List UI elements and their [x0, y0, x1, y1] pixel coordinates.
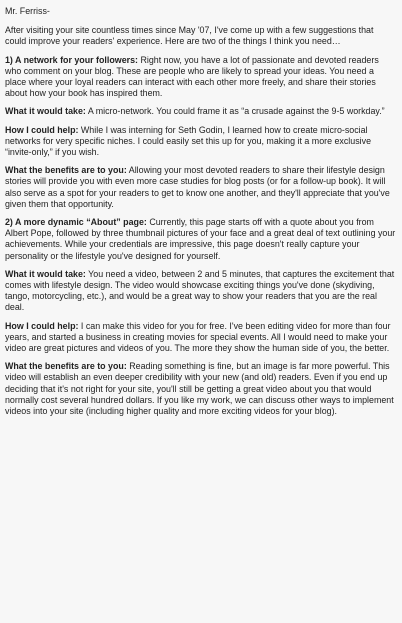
paragraph-text: After visiting your site countless times since May '07, I've come up with a few suggestions that could improve your readers' experience. Here are two of the things I think you need…	[5, 25, 374, 47]
paragraph-about-what-it-would-take	[5, 269, 397, 314]
paragraph-network-how-i-could-help	[5, 125, 397, 159]
paragraph-lead: What the benefits are to you:	[5, 361, 127, 372]
paragraph-lead: How I could help:	[5, 124, 79, 135]
paragraph-lead: 1) A network for your followers:	[5, 54, 138, 65]
paragraph-lead: 2) A more dynamic “About” page:	[5, 217, 147, 228]
paragraph-text: While I was interning for Seth Godin, I learned how to create micro-social networks for very specific niches. I could easily set this up for you, making it a more exclusive “invite-only,” if you wish.	[5, 124, 371, 158]
paragraph-network-for-followers	[5, 55, 397, 100]
paragraph-text: Allowing your most devoted readers to share their lifestyle design stories will provide you with even more case studies for blog posts (or for a follow-up book). It will also serve as a spot for your readers to get to know one another, and they'll appreciate that you've given them that opportunity.	[5, 165, 390, 209]
paragraph-text: Reading something is fine, but an image is far more powerful. This video will establish an even deeper credibility with your new (and old) readers. Even if you end up deciding that it's not right for your site, you'll still be getting a great video about you that would normally cost several hundred dollars. If you like my work, we can discuss other ways to implement videos into your site (including higher quality and more exciting videos for your blog).	[5, 361, 394, 417]
paragraph-network-what-it-would-take	[5, 106, 397, 117]
paragraph-dynamic-about-page	[5, 217, 397, 262]
paragraph-about-how-i-could-help	[5, 321, 397, 355]
paragraph-network-benefits	[5, 165, 397, 210]
paragraph-lead: What the benefits are to you:	[5, 165, 127, 176]
paragraph-lead: How I could help:	[5, 320, 79, 331]
paragraph-lead: What it would take:	[5, 268, 86, 279]
paragraph-intro	[5, 25, 397, 47]
paragraph-lead: What it would take:	[5, 106, 86, 117]
salutation: Mr. Ferriss-	[5, 6, 50, 16]
paragraph-text: Currently, this page starts off with a quote about you from Albert Pope, followed by three thumbnail pictures of your face and a great deal of text outlining your achievements. While your credentials are impressive, this page doesn't really capture your personality or the lifestyle you've designed for yourself.	[5, 217, 396, 261]
paragraph-about-benefits	[5, 361, 397, 417]
paragraph-text: A micro-network. You could frame it as “a crusade against the 9-5 workday.”	[85, 106, 385, 117]
paragraph-text: You need a video, between 2 and 5 minutes, that captures the excitement that comes with lifestyle design. The video would showcase exciting things you've done (skydiving, tango, motorcycling, etc.), and would be a great way to show your readers that you are the real deal.	[5, 268, 395, 313]
paragraph-text: I can make this video for you for free. I've been editing video for more than four years, and started a business in creating movies for special events. All I would need to make your video are great pictures and videos of you. The more they show the human side of you, the better.	[5, 320, 391, 354]
paragraph-text: Right now, you have a lot of passionate and devoted readers who comment on your blog. These are people who are likely to spread your ideas. You need a place where your loyal readers can interact with each other more freely, and share their stories about how your book has inspired them.	[5, 54, 379, 99]
